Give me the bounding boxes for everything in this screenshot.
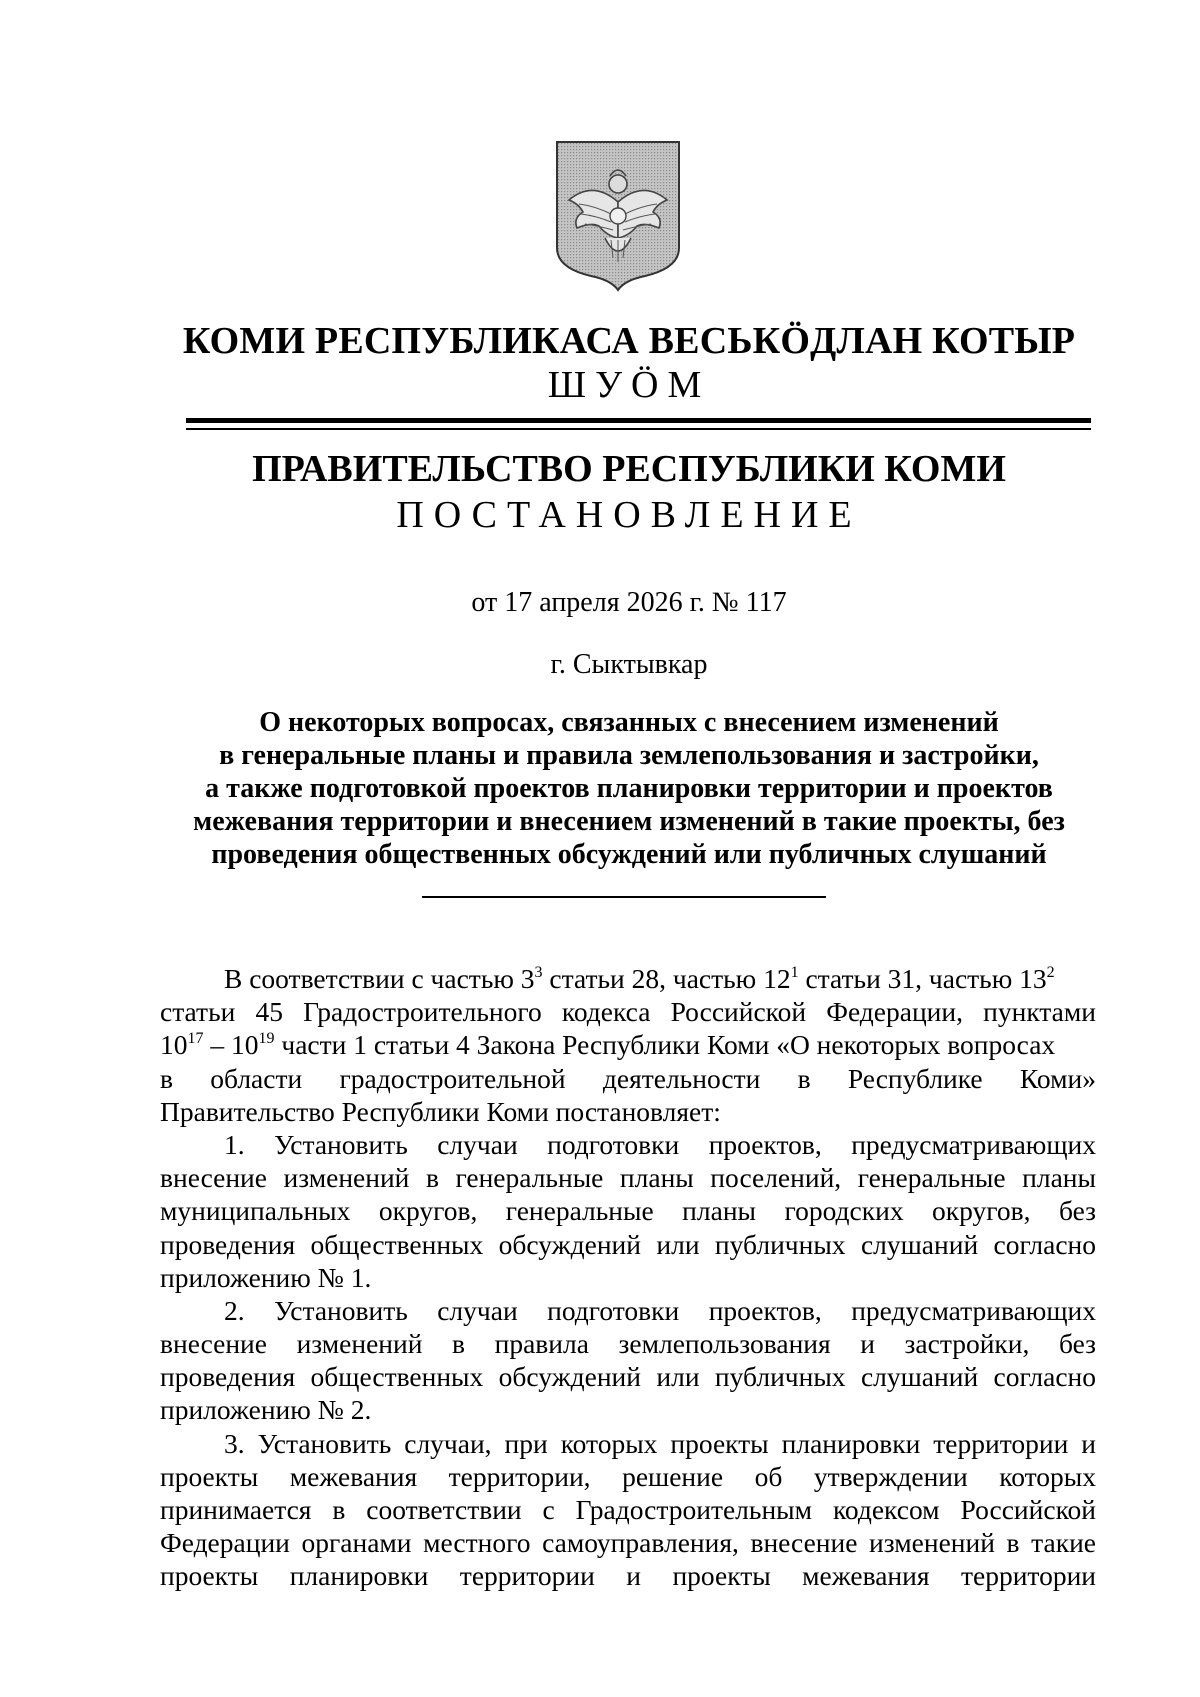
document-city: г. Сыктывкар — [550, 649, 708, 680]
paragraph-1-line: 1. Установить случаи подготовки проектов, предусматривающих — [224, 1128, 1096, 1160]
paragraph-2-line: внесение изменений в правила землепользования и застройки, без — [160, 1328, 1096, 1360]
paragraph-3-line: 3. Установить случаи, при которых проекты планировки территории и — [224, 1427, 1096, 1459]
subject-line: в генеральные планы и правила землепользования и застройки, — [219, 740, 1039, 771]
paragraph-2-line: проведения общественных обсуждений или публичных слушаний согласно — [160, 1361, 1096, 1393]
paragraph-2-line: приложению № 2. — [160, 1394, 372, 1426]
paragraph-1-line: муниципальных округов, генеральные планы городских округов, без — [160, 1195, 1096, 1227]
government-title: ПРАВИТЕЛЬСТВО РЕСПУБЛИКИ КОМИ — [252, 448, 1006, 490]
paragraph-1-line: приложению № 1. — [160, 1261, 372, 1293]
paragraph-2-line: 2. Установить случаи подготовки проектов, предусматривающих — [224, 1294, 1096, 1326]
subject-line: проведения общественных обсуждений или публичных слушаний — [211, 839, 1047, 870]
komi-document-type: ШУӦМ — [547, 364, 711, 406]
subject-line: межевания территории и внесением изменений в такие проекты, без — [193, 806, 1065, 837]
preamble-line: Правительство Республики Коми постановляет: — [160, 1095, 721, 1127]
preamble-line: В соответствии с частью $3^3$ статьи 28, частью $12^1$ статьи 31, частью $13^2$ — [224, 963, 1055, 994]
document-type: ПОСТАНОВЛЕНИЕ — [396, 494, 862, 536]
paragraph-3-line: принимается в соответствии с Градостроительным кодексом Российской — [160, 1494, 1096, 1525]
paragraph-1-line: проведения общественных обсуждений или публичных слушаний согласно — [160, 1228, 1096, 1260]
header-divider-thick — [186, 418, 1091, 423]
document-date-number: от 17 апреля 2026 г. № 117 — [471, 587, 787, 618]
paragraph-3-line: проекты межевания территории, решение об утверждении которых — [160, 1460, 1096, 1492]
document-subject — [150, 706, 1108, 871]
preamble-line: $10^{17} - 10^{19}$ части 1 статьи 4 Закона Республики Коми «О некоторых вопросах — [160, 1029, 1056, 1061]
paragraph-3-line: проекты планировки территории и проекты межевания территории — [160, 1560, 1096, 1592]
komi-government-title: КОМИ РЕСПУБЛИКАСА ВЕСЬКӦДЛАН КОТЫР — [182, 320, 1076, 362]
subject-separator — [422, 896, 826, 898]
subject-line: а также подготовкой проектов планировки территории и проектов — [205, 773, 1053, 804]
preamble-line: статьи 45 Градостроительного кодекса Российской Федерации, пунктами — [160, 996, 1096, 1028]
preamble-line: в области градостроительной деятельности в Республике Коми» — [160, 1062, 1096, 1094]
paragraph-3-line: Федерации органами местного самоуправления, внесение изменений в такие — [160, 1527, 1096, 1559]
komi-coat-of-arms-icon — [555, 140, 681, 292]
document-body — [160, 962, 1096, 1593]
paragraph-1-line: внесение изменений в генеральные планы поселений, генеральные планы — [160, 1162, 1096, 1194]
header-divider-thin — [186, 428, 1091, 430]
subject-line: О некоторых вопросах, связанных с внесением изменений — [259, 707, 999, 738]
